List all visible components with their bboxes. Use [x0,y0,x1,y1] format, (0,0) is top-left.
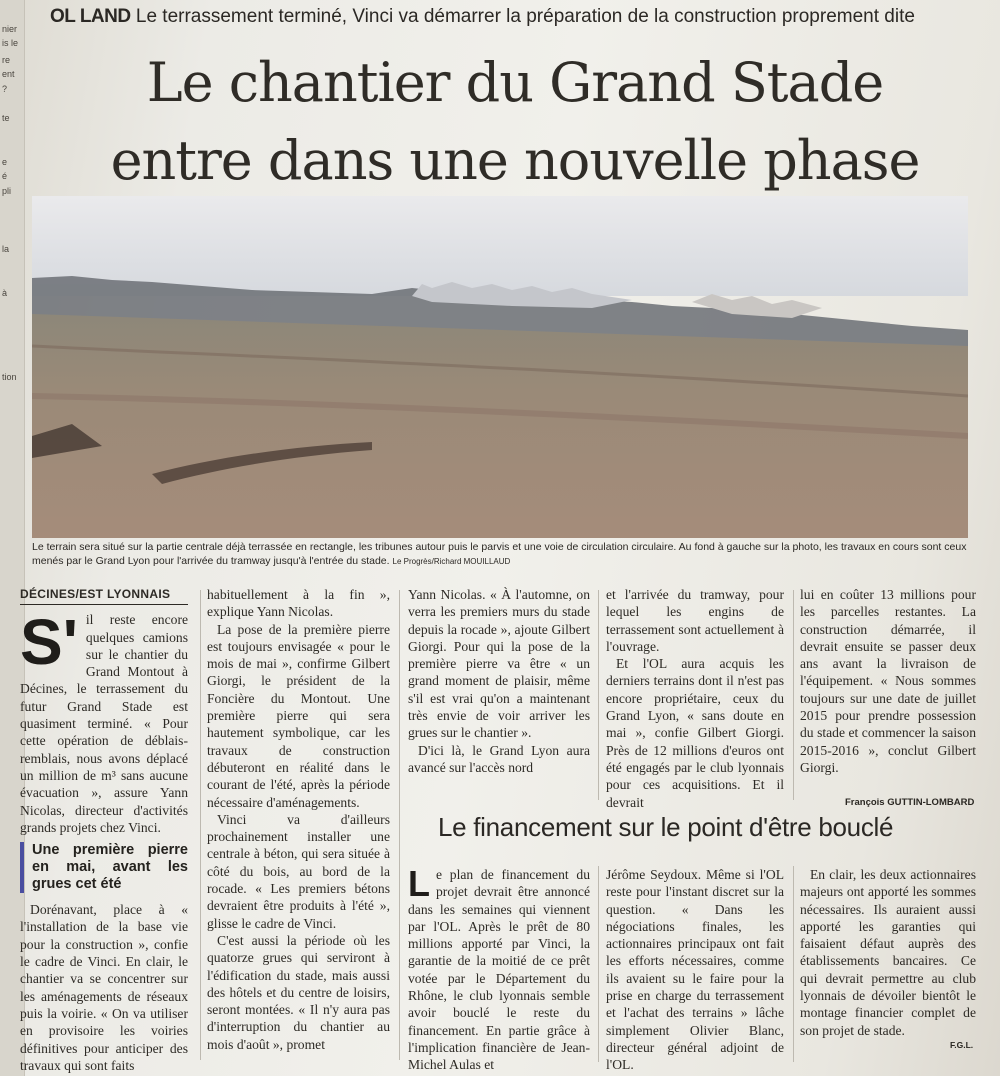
margin-fragment: à [2,288,8,298]
finance-text: e plan de financement du projet devrait être annoncé dans les semaines qui viennent par l'OL. Après le prêt de 80 millions apporté par Vinci, la garantie de la moitié de ce prêt votée par le Département du Rhône, le club lyonnais semble avoir bouclé le reste du financement. En partie grâce à l'implication financière de Jean-Michel Aulas et [408,867,590,1073]
article-column-2 [207,586,390,1053]
finance-column-2 [606,866,784,1074]
margin-fragment: nier [2,24,18,34]
column-rule [793,590,794,800]
kicker-text: Le terrassement terminé, Vinci va démarrer la préparation de la construction proprement dite [135,6,915,27]
paragraph: En clair, les deux actionnaires majeurs ont apporté les sommes nécessaires. Ils auraient aussi apporté les garanties qui faisaient défaut auprès des établissements bancaires. Ce qui devrait permettre au club lyonnais de dévoiler bientôt le montage financier complet de son projet de stade. [800,867,976,1038]
article-column-3 [408,586,590,776]
article-subhead: Une première pierre en mai, avant les grues cet été [20,842,188,893]
paragraph: habituellement à la fin », explique Yann Nicolas. [207,587,390,620]
headline-line-2: entre dans une nouvelle phase [110,129,920,192]
section-tag: OL LAND [50,6,131,27]
paragraph [408,863,590,1074]
margin-fragment: te [2,113,10,123]
drop-cap: S' [20,606,78,679]
finance-signature: F.G.L. [950,1040,974,1050]
paragraph: C'est aussi la période où les quatorze grues qui serviront à l'édification du stade, mais aussi des hôtels et du centre de loisirs, seront montées. « Il n'y aura pas d'interruption du chantier au mois d'août », promet [207,932,390,1052]
finance-column-3 [800,866,976,1039]
paragraph: Et l'OL aura acquis les derniers terrains dont il n'est pas encore propriétaire, ceux du Grand Lyon, « sans doute en mai », confie Gilbert Giorgi. Près de 12 millions d'euros ont été engagés par le club lyonnais pour ces acquisitions. Et il devrait [606,656,784,810]
drop-cap: L [408,863,430,904]
article-column-4 [606,586,784,811]
margin-fragment: re [2,55,11,65]
finance-column-1 [408,863,590,1074]
column-rule [598,590,599,800]
lead-paragraph [20,606,188,836]
paragraph: lui en coûter 13 millions pour les parcelles restantes. La construction démarrée, il devrait ensuite se passer deux ans avant la livraison de l'équipement. « Nous sommes toujours sur une date de juillet 2015 pour prendre possession du stade et commencer la saison 2015-2016 », conclut Gilbert Giorgi. [800,587,976,775]
margin-fragment: pli [2,186,12,196]
photo-credit: Le Progrès/Richard MOUILLAUD [392,557,511,566]
kicker-line [50,6,915,28]
secondary-headline: Le financement sur le point d'être bouclé [438,812,894,842]
construction-site-photo [32,196,968,538]
paragraph: Jérôme Seydoux. Même si l'OL reste pour l'instant discret sur la question. « Dans les négociations finales, les actionnaires principaux ont fait les efforts nécessaires, comme ils avaient su le faire pour la prise en charge du terrassement et l'achat des terrains » lâche simplement Olivier Blanc, directeur général adjoint de l'OL. [606,867,784,1073]
dateline: DÉCINES/EST LYONNAIS [20,586,188,605]
margin-fragment: ent [2,69,15,79]
caption-text: Le terrain sera situé sur la partie centrale déjà terrassée en rectangle, les tribunes autour puis le parvis et une voie de circulation circulaire. Au fond à gauche sur la photo, les travaux en cours sont ceux menés par le Grand Lyon pour l'arrivée du tramway jusqu'à l'entrée du stade. [32,541,967,567]
photo-svg [32,196,968,538]
headline-line-1: Le chantier du Grand Stade [146,51,884,114]
column-rule [200,590,201,1060]
column-rule [598,866,599,1062]
sky [32,196,968,296]
lead-text: il reste encore quelques camions sur le chantier du Grand Montout à Décines, le terrassement du futur Grand Stade est quasiment terminé. « Pour cette opération de déblais-remblais, nous avons déplacé un million de m³ sans aucune évacuation », assure Yann Nicolas, directeur d'activités grands projets chez Vinci. [20,612,188,835]
column-rule [399,590,400,1060]
margin-fragment: é [2,171,8,181]
article-column-5 [800,586,976,776]
paragraph: et l'arrivée du tramway, pour lequel les engins de terrassement sont actuellement à l'ouvrage. [606,587,784,654]
paragraph: Yann Nicolas. « À l'automne, on verra les premiers murs du stade depuis la rocade », ajoute Gilbert Giorgi. Pour qui la pose de la première pierre va être « un grand moment de plaisir, même s'il est vrai qu'on a maintenant très envie de voir arriver les grues sur le chantier ». [408,587,590,741]
margin-fragment: e [2,157,8,167]
paragraph: Dorénavant, place à « l'installation de la base vie pour la construction », confie le cadre de Vinci. En clair, le chantier va se concentrer sur les aménagements de réseaux puis la voirie. « On va utiliser en provisoire les voiries définitives pour anticiper des travaux qui sont faits [20,902,188,1073]
paragraph: D'ici là, le Grand Lyon aura avancé sur l'accès nord [408,742,590,775]
column-rule [793,866,794,1062]
photo-caption [32,540,968,569]
paragraph: Vinci va d'ailleurs prochainement installer une centrale à béton, qui sera située à côté du bois, au bord de la rocade. « Les premiers bétons devraient être produits à l'été », glisse le cadre de Vinci. [207,811,390,931]
headline [90,44,940,200]
margin-fragment: la [2,244,10,254]
author-signature: François GUTTIN-LOMBARD [845,797,975,808]
paragraph: La pose de la première pierre est toujours envisagée « pour le mois de mai », confirme Gilbert Giorgi, le président de la Foncière du Montout. Une première pierre qui sera hautement symbolique, car les travaux de construction débuteront en réalité dans le courant de l'été, après la période nécessaire d'aménagements. [207,621,390,810]
margin-fragment: is le [2,38,19,48]
margin-fragment: tion [2,372,17,382]
margin-fragment: ? [2,84,8,94]
article-column-1 [20,586,188,1074]
